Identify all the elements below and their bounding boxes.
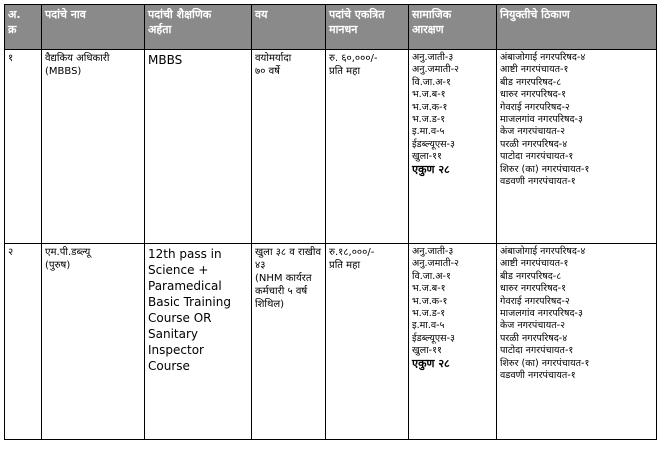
placement-item: गेवराई नगरपरिषद-२ (500, 101, 570, 113)
reservation-item: अनु.जमाती-२ (412, 64, 459, 76)
header-salary: पदांचे एकत्रित मानधन (326, 5, 409, 50)
placement-item: अंबाजोगाई नगरपरिषद-४ (500, 246, 586, 257)
reservation-item: इ.मा.व-५ (412, 126, 445, 138)
placement-item: बीड नगरपरिषद-८ (500, 270, 562, 282)
table-row (5, 50, 657, 244)
placement-item: केज नगरपंचायत-२ (500, 320, 566, 332)
placement-item: वडवणी नगरपंचायत-१ (500, 370, 576, 382)
sr-no-cell: १ (5, 50, 42, 244)
reservation-item: अनु.जमाती-२ (412, 258, 459, 270)
header-age: वय (252, 5, 326, 50)
reservation-total: एकुण २८ (412, 162, 450, 176)
salary-cell: रु.१८,०००/- प्रति महा (326, 244, 409, 440)
reservation-item: भ.ज.ब-१ (412, 283, 446, 295)
placement-item: माजलगांव नगरपरिषद-३ (500, 114, 583, 126)
placement-item: वडवणी नगरपंचायत-१ (500, 176, 576, 188)
reservation-item: इ.मा.व-५ (412, 320, 445, 332)
sr-no-cell: २ (5, 244, 42, 440)
reservation-item: भ.ज.ड-१ (412, 308, 446, 320)
reservation-item: भ.ज.क-१ (412, 101, 448, 113)
placement-item: शिरुर (का) नगरपंचायत-१ (500, 357, 590, 369)
reservation-total: एकुण २८ (412, 356, 450, 370)
header-post-name: पदांचे नाव (42, 5, 145, 50)
placement-item: आष्टी नगरपंचायत-१ (500, 258, 569, 270)
placement-item: बीड नगरपरिषद-८ (500, 76, 562, 88)
placement-list (500, 52, 653, 188)
qualification-cell: MBBS (145, 50, 252, 244)
reservation-item: अनु.जाती-३ (412, 52, 454, 63)
header-placement: नियुक्तीचे ठिकाण (497, 5, 657, 50)
placement-item: परळी नगरपरिषद-४ (500, 138, 568, 150)
reservation-item: अनु.जाती-३ (412, 246, 454, 257)
header-reservation: सामाजिक आरक्षण (409, 5, 497, 50)
placement-item: धारुर नगरपरिषद-१ (500, 283, 567, 295)
reservation-list (412, 52, 493, 176)
post-name-cell: वैद्यकिय अधिकारी (MBBS) (42, 50, 145, 244)
reservation-item: भ.ज.क-१ (412, 295, 448, 307)
table-header-row (5, 5, 657, 50)
table-row (5, 244, 657, 440)
placement-item: गेवराई नगरपरिषद-२ (500, 295, 570, 307)
placement-item: पाटोदा नगरपंचायत-१ (500, 151, 574, 163)
reservation-item: भ.ज.ड-१ (412, 114, 446, 126)
header-sr-no: अ. क्र (5, 5, 42, 50)
reservation-list (412, 246, 493, 370)
placement-item: पाटोदा नगरपंचायत-१ (500, 345, 574, 357)
vacancy-table (4, 4, 657, 440)
qualification-cell: 12th pass in Science + Paramedical Basic Training Course OR Sanitary Inspector Course (145, 244, 252, 440)
placement-cell (497, 50, 657, 244)
salary-cell: रु. ६०,०००/- प्रति महा (326, 50, 409, 244)
post-name-cell: एम.पी.डब्ल्यू (पुरुष) (42, 244, 145, 440)
placement-list (500, 246, 653, 382)
reservation-item: खुला-११ (412, 345, 442, 357)
placement-item: माजलगांव नगरपरिषद-३ (500, 308, 583, 320)
placement-item: शिरुर (का) नगरपंचायत-१ (500, 163, 590, 175)
placement-item: धारुर नगरपरिषद-१ (500, 89, 567, 101)
age-cell: खुला ३८ व राखीव ४३ (NHM कार्यरत कर्मचारी ५ वर्ष शिथिल) (252, 244, 326, 440)
reservation-cell (409, 244, 497, 440)
reservation-item: वि.जा.अ-१ (412, 76, 451, 88)
placement-item: अंबाजोगाई नगरपरिषद-४ (500, 52, 586, 63)
placement-item: परळी नगरपरिषद-४ (500, 332, 568, 344)
reservation-item: ईडब्ल्यूएस-३ (412, 332, 455, 344)
reservation-item: वि.जा.अ-१ (412, 270, 451, 282)
reservation-item: खुला-११ (412, 151, 442, 163)
header-qualification: पदांची शैक्षणिक अर्हता (145, 5, 252, 50)
reservation-item: ईडब्ल्यूएस-३ (412, 138, 455, 150)
reservation-item: भ.ज.ब-१ (412, 89, 446, 101)
reservation-cell (409, 50, 497, 244)
placement-cell (497, 244, 657, 440)
age-cell: वयोमर्यादा ७० वर्षे (252, 50, 326, 244)
placement-item: आष्टी नगरपंचायत-१ (500, 64, 569, 76)
placement-item: केज नगरपंचायत-२ (500, 126, 566, 138)
